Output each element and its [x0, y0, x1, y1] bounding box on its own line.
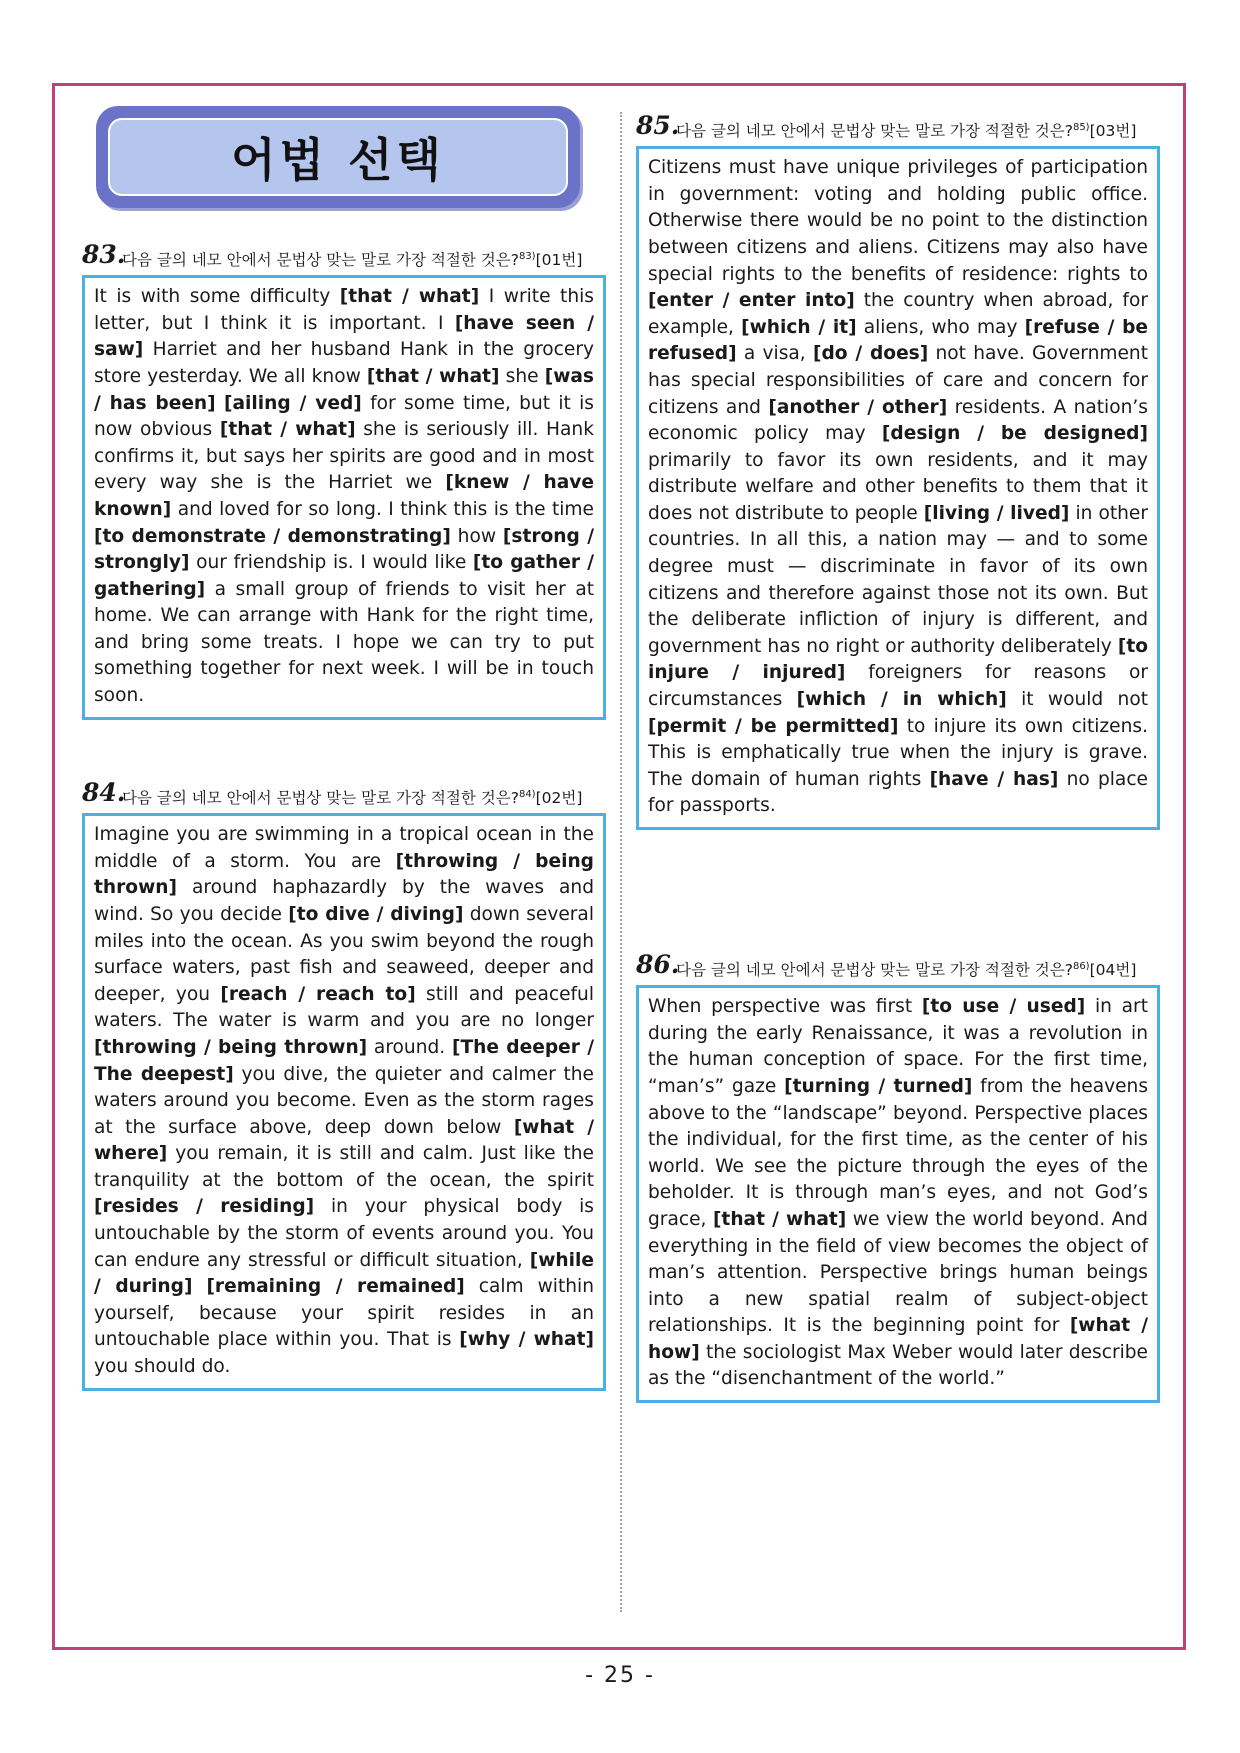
passage-text: you should do. — [94, 1356, 231, 1378]
question-number: 84. — [82, 778, 126, 807]
passage-text: not have. Government has special responsibilities of care and concern for citizens and — [648, 343, 1148, 418]
grammar-choice: [that / what] — [366, 365, 500, 387]
grammar-choice: [to gather / gathering] — [94, 552, 594, 600]
passage-text: you dive, the quieter and calmer the waters around you become. Even as the storm rages at the surface above, deep down below — [94, 1063, 594, 1138]
question-prompt: 다음 글의 네모 안에서 문법상 맞는 말로 가장 적절한 것은?$^{85)}$[03번] — [676, 122, 1137, 141]
section-title-box — [96, 106, 580, 208]
grammar-choice: [that / what] — [219, 419, 356, 441]
grammar-choice: [strong / strongly] — [94, 525, 594, 574]
passage-text: for some time, but it is now obvious — [94, 392, 594, 441]
passage-text: to injure its own citizens. This is emphatically true when the injury is grave. The domain of human rights — [648, 715, 1148, 790]
passage-text: she is seriously ill. Hank confirms it, but says her spirits are good and in most every way she is the Harriet we — [94, 419, 594, 494]
passage-text: calm within yourself, because your spirit resides in an untouchable place within you. That is — [94, 1276, 594, 1351]
passage-text: residents. A nation’s economic policy may — [648, 396, 1148, 445]
question-header — [636, 111, 1160, 142]
passage-text: in your physical body is untouchable by the storm of events around you. You can endure any stressful or difficult situation, — [94, 1196, 594, 1271]
grammar-choice: [while / during] — [94, 1249, 594, 1298]
grammar-choice: [to dive / diving] — [288, 903, 464, 925]
passage-text: she — [499, 365, 545, 387]
grammar-choice: [throwing / being thrown] — [94, 850, 594, 899]
grammar-choice: [knew / have known] — [94, 472, 594, 520]
question-header — [82, 240, 606, 271]
grammar-choice: [ailing / ved] — [224, 392, 362, 414]
passage-text: you remain, it is still and calm. Just like the tranquility at the bottom of the ocean, the spirit — [94, 1143, 594, 1191]
question-header — [636, 950, 1160, 981]
question-prompt: 다음 글의 네모 안에서 문법상 맞는 말로 가장 적절한 것은?$^{83)}$[01번] — [122, 251, 583, 270]
grammar-choice: [throwing / being thrown] — [94, 1036, 368, 1058]
grammar-choice: [have seen / saw] — [94, 312, 594, 361]
passage-text: in other countries. In all this, a nation may — and to some degree must — discriminate in favor of its own citizens and therefore against those not its own. But the deliberate infliction of injury is different, and government has no right or authority deliberately — [648, 502, 1149, 657]
passage-text: down several miles into the ocean. As you swim beyond the rough surface waters, past fish and seaweed, deeper and deeper, you — [94, 903, 594, 1005]
grammar-choice: [permit / be permitted] — [648, 715, 899, 737]
question-prompt: 다음 글의 네모 안에서 문법상 맞는 말로 가장 적절한 것은?$^{84)}$[02번] — [122, 789, 583, 808]
passage-text: the sociologist Max Weber would later describe as the “disenchantment of the world.” — [648, 1341, 1148, 1390]
grammar-choice: [to demonstrate / demonstrating] — [94, 525, 451, 547]
question-number: 86. — [636, 950, 680, 979]
passage-text: aliens, who may — [856, 316, 1025, 338]
grammar-choice: [what / how] — [648, 1315, 1148, 1363]
section-title-inner — [108, 118, 568, 196]
grammar-choice: [enter / enter into] — [648, 290, 855, 312]
grammar-choice: [reach / reach to] — [220, 983, 416, 1005]
passage-text: around haphazardly by the waves and wind. So you decide — [94, 877, 594, 925]
grammar-choice: [do / does] — [812, 343, 929, 365]
question-86 — [636, 950, 1160, 1403]
grammar-choice: [that / what] — [339, 286, 480, 308]
question-prompt: 다음 글의 네모 안에서 문법상 맞는 말로 가장 적절한 것은?$^{86)}$[04번] — [676, 961, 1137, 980]
passage-text: we view the world beyond. And everything in the field of view becomes the object of man’s attention. Perspective brings human beings into a new spatial realm of subject-object relationships. It is the beginning point for — [648, 1208, 1148, 1337]
grammar-choice: [refuse / be refused] — [648, 316, 1148, 365]
passage-box — [636, 146, 1160, 830]
passage-text — [216, 393, 224, 414]
passage-text — [192, 1276, 206, 1297]
passage-text: our friendship is. I would like — [189, 552, 473, 574]
grammar-choice: [what / where] — [94, 1116, 594, 1165]
passage-text: I write this letter, but I think it is important. I — [94, 286, 594, 334]
grammar-choice: [which / it] — [741, 316, 857, 338]
passage-text: and loved for so long. I think this is the time — [171, 498, 594, 520]
grammar-choice: [have / has] — [929, 768, 1059, 790]
page-number: - 25 - — [585, 1663, 655, 1688]
passage-text: the country when abroad, for example, — [648, 290, 1149, 338]
passage-box — [82, 275, 606, 720]
column-divider — [620, 112, 622, 1612]
passage-text: it would not — [1006, 689, 1148, 711]
passage-text: Imagine you are swimming in a tropical ocean in the middle of a storm. You are — [94, 824, 594, 872]
passage-text: primarily to favor its own residents, and it may distribute welfare and other benefits to them that it does not distribute to people — [648, 449, 1148, 524]
passage-text: Citizens must have unique privileges of participation in government: voting and holding public office. Otherwise there would be no point to the distinction between citizens and aliens. Citizens may also have special rights to the benefits of residence: rights to — [648, 157, 1148, 285]
passage-text: around. — [367, 1036, 452, 1058]
passage-text: still and peaceful waters. The water is warm and you are no longer — [94, 983, 594, 1032]
section-title: 어법 선택 — [231, 133, 445, 187]
question-number: 83. — [82, 240, 126, 269]
grammar-choice: [turning / turned] — [784, 1075, 973, 1097]
question-84 — [82, 778, 606, 1391]
question-number: 85. — [636, 111, 680, 140]
passage-text: no place for passports. — [648, 768, 1148, 817]
grammar-choice: [to use / used] — [921, 996, 1086, 1018]
passage-text: foreigners for reasons or circumstances — [648, 662, 1148, 711]
grammar-choice: [remaining / remained] — [206, 1276, 465, 1298]
passage-text: When perspective was first — [648, 996, 922, 1018]
grammar-choice: [to injure / injured] — [648, 635, 1148, 684]
passage-box — [636, 985, 1160, 1403]
grammar-choice: [which / in which] — [796, 689, 1007, 711]
grammar-choice: [why / what] — [459, 1329, 594, 1351]
passage-text: It is with some difficulty — [94, 286, 340, 308]
grammar-choice: [The deeper / The deepest] — [94, 1036, 594, 1085]
grammar-choice: [resides / residing] — [94, 1196, 315, 1218]
question-83 — [82, 240, 606, 720]
question-85 — [636, 111, 1160, 830]
grammar-choice: [design / be designed] — [881, 423, 1148, 445]
passage-text: Harriet and her husband Hank in the grocery store yesterday. We all know — [94, 339, 594, 387]
passage-text: a small group of friends to visit her at home. We can arrange with Hank for the right time, and bring some treats. I hope we can try to put something together for next week. I will be in touch soon. — [94, 578, 594, 707]
grammar-choice: [another / other] — [768, 396, 948, 418]
passage-text: in art during the early Renaissance, it was a revolution in the human conception of space. For the first time, “man’s” gaze — [648, 996, 1148, 1097]
grammar-choice: [was / has been] — [94, 365, 594, 414]
passage-text: a visa, — [736, 343, 813, 365]
passage-text: from the heavens above to the “landscape” beyond. Perspective places the individual, for the first time, as the center of his world. We see the picture through the eyes of the beholder. It is through man’s eyes, and not God’s grace, — [648, 1075, 1149, 1230]
passage-box — [82, 813, 606, 1390]
grammar-choice: [living / lived] — [923, 502, 1070, 524]
passage-text: how — [450, 525, 503, 547]
grammar-choice: [that / what] — [712, 1208, 847, 1230]
question-header — [82, 778, 606, 809]
